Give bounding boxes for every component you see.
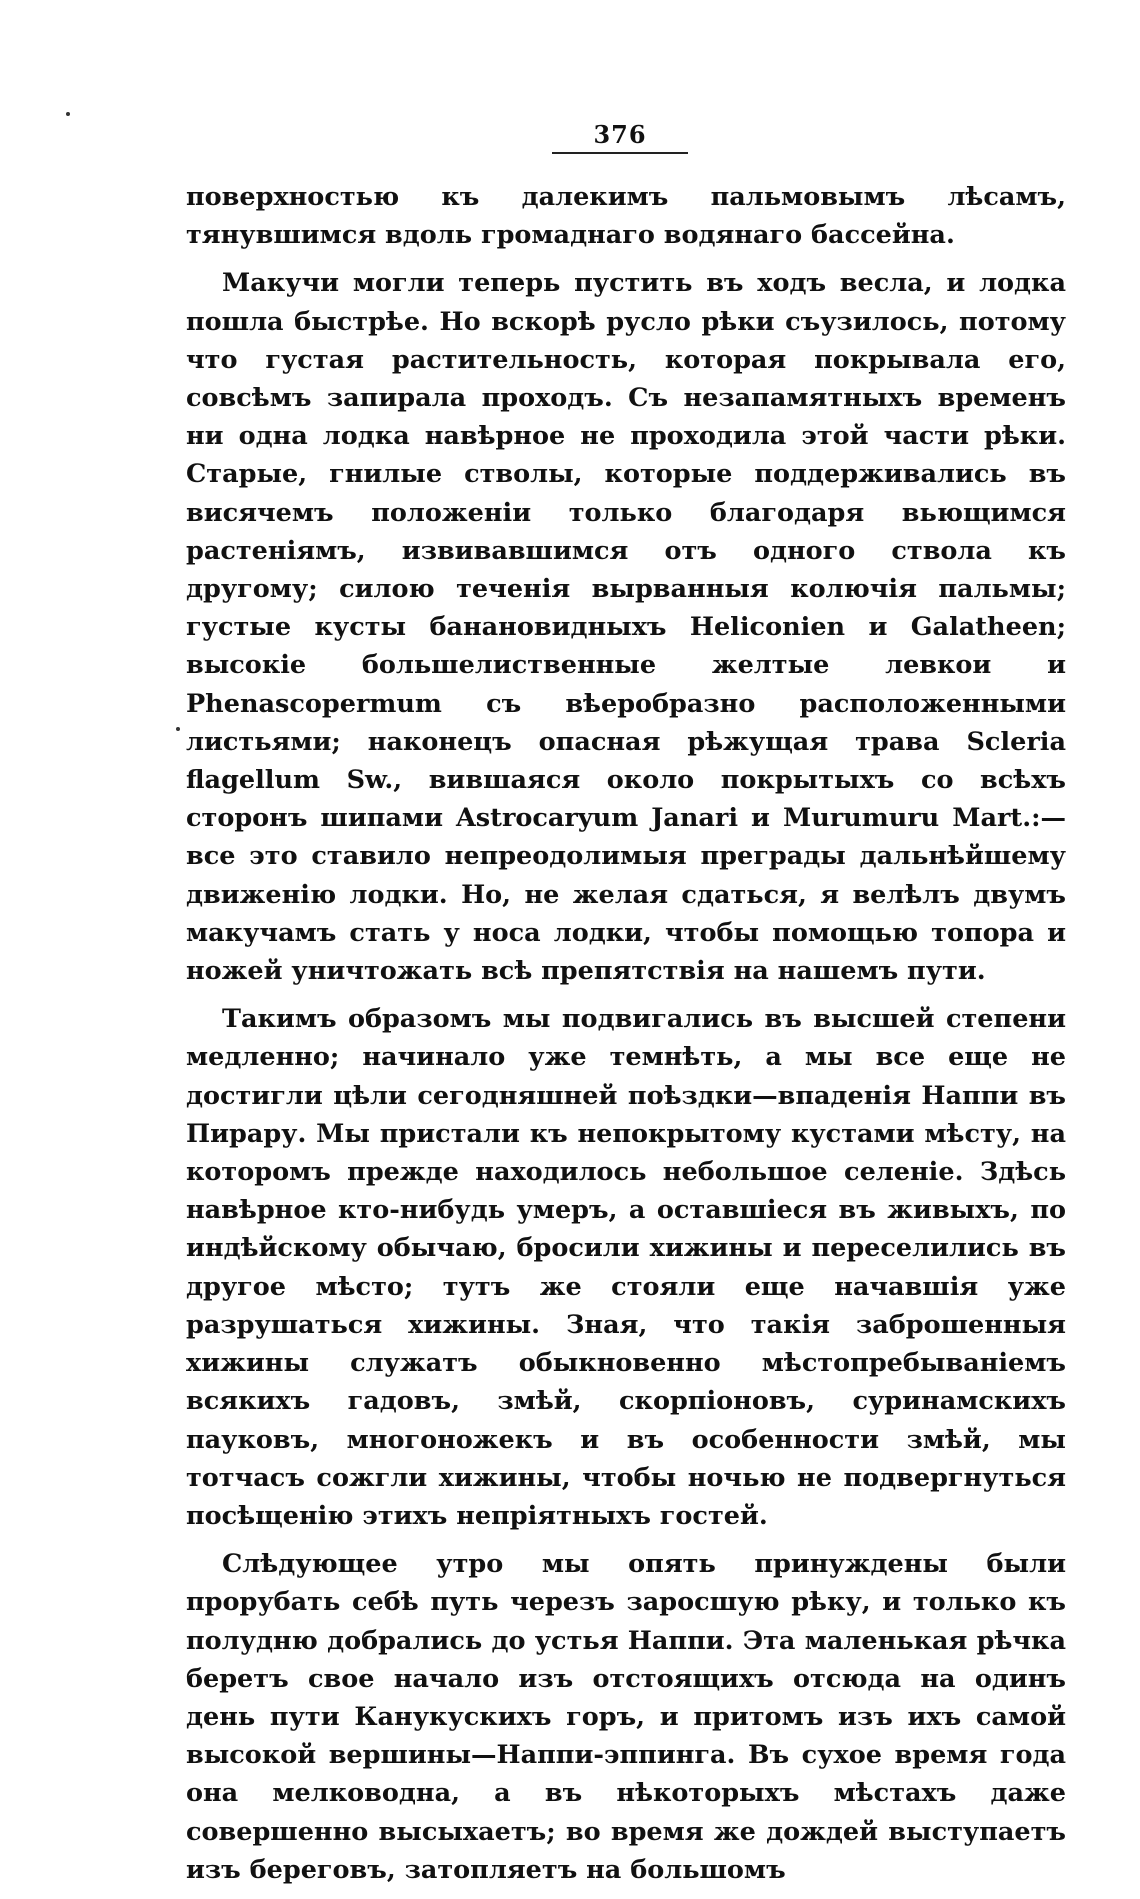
- page-number: 376: [593, 120, 647, 149]
- paragraph: Макучи могли теперь пустить въ ходъ весла, и лодка пошла быстрѣе. Но вскорѣ русло рѣки съузилось, потому что густая растительность, которая покрывала его, совсѣмъ запирала проходъ. Съ незапамятныхъ временъ ни одна лодка навѣрное не проходила этой части рѣки. Старые, гнилые стволы, которые поддерживались въ висячемъ положеніи только благодаря вьющимся растеніямъ, извивавшимся отъ одного ствола къ другому; силою теченія вырванныя колючія пальмы; густые кусты банановидныхъ Heliconien и Galatheen; высокіе большелиственные желтые левкои и Phenascopermum съ вѣеробразно расположенными листьями; наконецъ опасная рѣжущая трава Scleria flagellum Sw., вившаяся около покрытыхъ со всѣхъ сторонъ шипами Astrocaryum Janari и Murumuru Mart.:—все это ставило непреодолимыя преграды дальнѣйшему движенію лодки. Но, не желая сдаться, я велѣлъ двумъ макучамъ стать у носа лодки, чтобы помощью топора и ножей уничтожать всѣ препятствія на нашемъ пути.: [186, 268, 1066, 987]
- page-number-rule: [552, 152, 688, 154]
- print-speck: [66, 112, 70, 116]
- paragraph: Слѣдующее утро мы опять принуждены были прорубать себѣ путь черезъ заросшую рѣку, и только къ полудню добрались до устья Наппи. Эта маленькая рѣчка беретъ свое начало изъ отстоящихъ отсюда на одинъ день пути Канукускихъ горъ, и притомъ изъ ихъ самой высокой вершины—Наппи-эппинга. Въ сухое время года она мелководна, а въ нѣкоторыхъ мѣстахъ даже совершенно высыхаетъ; во время же дождей выступаетъ изъ береговъ, затопляетъ на большомъ: [186, 1549, 1066, 1885]
- print-speck: [176, 727, 180, 731]
- paragraph: Такимъ образомъ мы подвигались въ высшей степени медленно; начинало уже темнѣть, а мы все еще не достигли цѣли сегодняшней поѣздки—впаденія Наппи въ Пирару. Мы пристали къ непокрытому кустами мѣсту, на которомъ прежде находилось небольшое селеніе. Здѣсь навѣрное кто-нибудь умеръ, а оставшіеся въ живыхъ, по индѣйскому обычаю, бросили хижины и переселились въ другое мѣсто; тутъ же стояли еще начавшія уже разрушаться хижины. Зная, что такія заброшенныя хижины служатъ обыкновенно мѣстопребываніемъ всякихъ гадовъ, змѣй, скорпіоновъ, суринамскихъ пауковъ, многоножекъ и въ особенности змѣй, мы тотчасъ сожгли хижины, чтобы ночью не подвергнуться посѣщенію этихъ непріятныхъ гостей.: [186, 1004, 1066, 1531]
- paragraph-continuation: поверхностью къ далекимъ пальмовымъ лѣсамъ, тянувшимся вдоль громаднаго водянаго бассейна.: [186, 182, 1066, 251]
- body-text: [186, 178, 1066, 1899]
